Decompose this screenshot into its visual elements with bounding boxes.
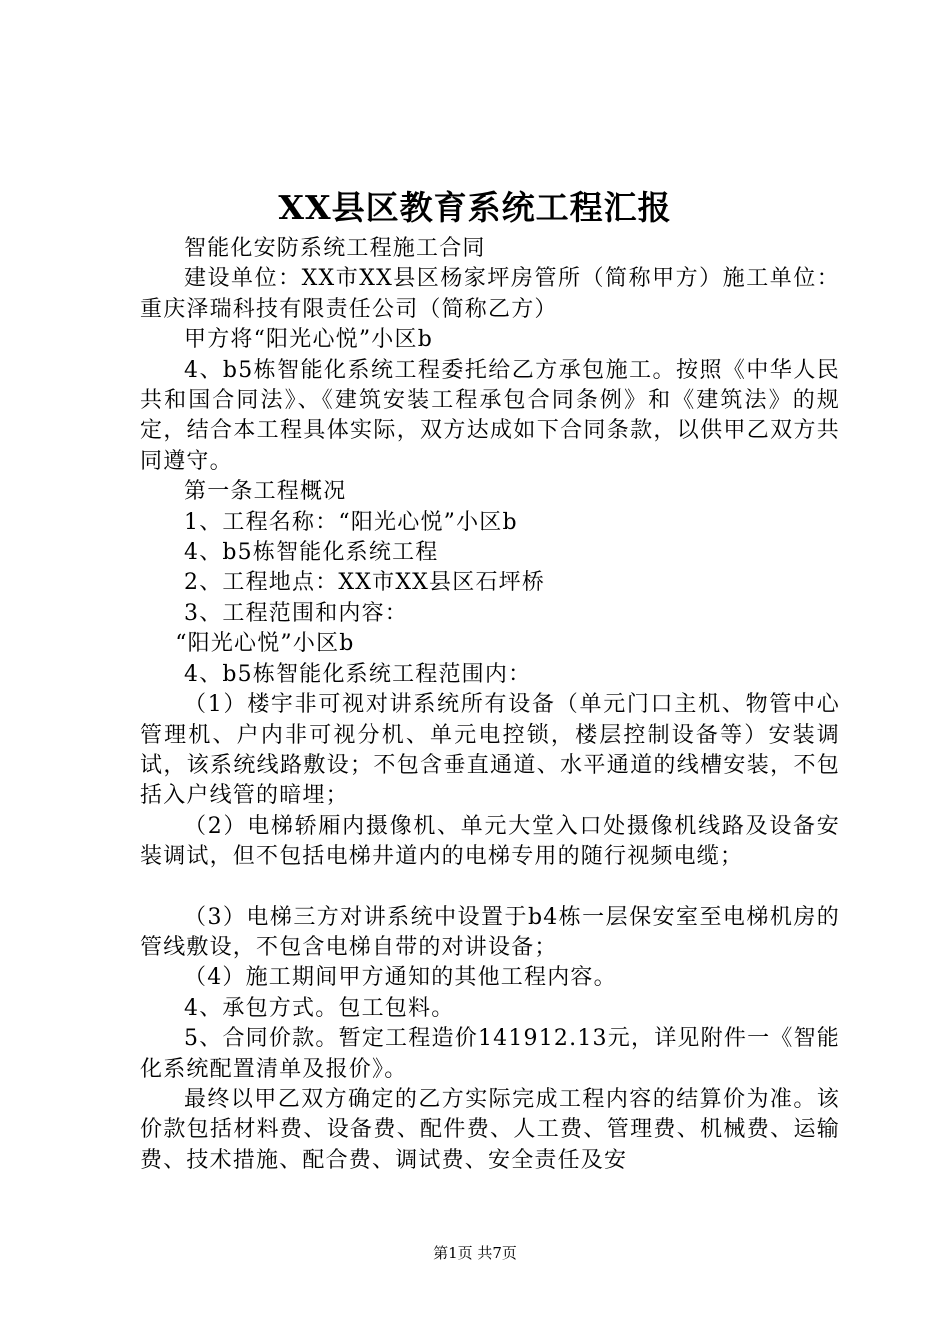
paragraph: （3）电梯三方对讲系统中设置于b4栋一层保安室至电梯机房的管线敷设，不包含电梯自带的对讲设备； (140, 904, 840, 960)
paragraph: 建设单位：XX市XX县区杨家坪房管所（简称甲方）施工单位：重庆泽瑞科技有限责任公司（简称乙方） (140, 266, 840, 322)
paragraph: 4、b5栋智能化系统工程 (184, 540, 439, 566)
paragraph: （1）楼宇非可视对讲系统所有设备（单元门口主机、物管中心管理机、户内非可视分机、单元电控锁，楼层控制设备等）安装调试，该系统线路敷设；不包含垂直通道、水平通道的线槽安装，不包括入户线管的暗埋； (140, 692, 840, 809)
paragraph: 甲方将“阳光心悦”小区b (184, 327, 433, 353)
paragraph: 5、合同价款。暂定工程造价141912.13元，详见附件一《智能化系统配置清单及报价》。 (140, 1026, 840, 1082)
paragraph: （4）施工期间甲方通知的其他工程内容。 (184, 965, 617, 991)
paragraph: 4、b5栋智能化系统工程委托给乙方承包施工。按照《中华人民共和国合同法》、《建筑安装工程承包合同条例》和《建筑法》的规定，结合本工程具体实际，双方达成如下合同条款，以供甲乙双方共同遵守。 (140, 357, 840, 474)
page-footer: 第1页 共7页 (433, 1244, 517, 1262)
paragraph: 4、b5栋智能化系统工程范围内： (184, 661, 532, 687)
document-title: XX县区教育系统工程汇报 (278, 188, 672, 227)
paragraph: 第一条工程概况 (184, 479, 347, 505)
paragraph: 最终以甲乙双方确定的乙方实际完成工程内容的结算价为准。该价款包括材料费、设备费、配件费、人工费、管理费、机械费、运输费、技术措施、配合费、调试费、安全责任及安 (140, 1086, 840, 1173)
document-body (140, 234, 840, 1176)
paragraph: 4、承包方式。包工包料。 (184, 995, 455, 1021)
paragraph: （2）电梯轿厢内摄像机、单元大堂入口处摄像机线路及设备安装调试，但不包括电梯井道内的电梯专用的随行视频电缆； (140, 813, 840, 870)
paragraph: 2、工程地点：XX市XX县区石坪桥 (184, 570, 546, 596)
paragraph: 3、工程范围和内容： (184, 600, 408, 626)
paragraph: 1、工程名称：“阳光心悦”小区b (184, 509, 518, 535)
paragraph: “阳光心悦”小区b (175, 631, 355, 657)
paragraph: 智能化安防系统工程施工合同 (184, 236, 486, 261)
